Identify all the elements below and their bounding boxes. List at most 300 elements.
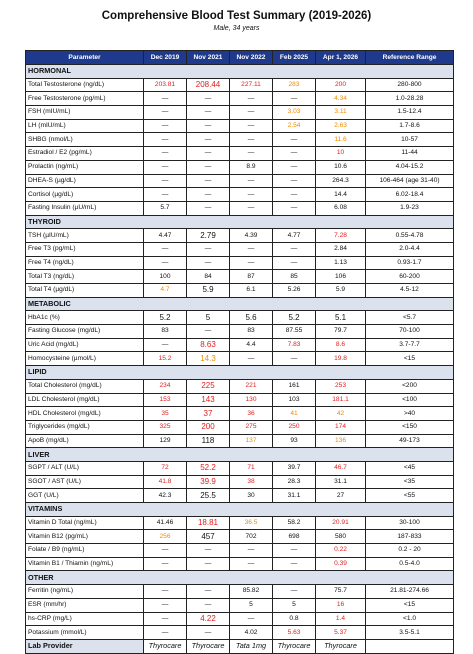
table-row	[26, 188, 454, 202]
value-cell: —	[273, 160, 316, 174]
table-row	[26, 174, 454, 188]
table-row	[26, 434, 454, 448]
value-cell: 256	[144, 530, 187, 544]
value-cell: 2.84	[316, 242, 366, 256]
table-row	[26, 352, 454, 366]
value-cell: 200	[187, 420, 230, 434]
parameter-cell: Ferritin (ng/mL)	[26, 585, 144, 599]
page-subtitle: Male, 34 years	[213, 25, 260, 32]
reference-range-cell: 1.5-12.4	[366, 106, 454, 120]
value-cell: 46.7	[316, 461, 366, 475]
value-cell: 4.77	[273, 229, 316, 243]
value-cell: 457	[187, 530, 230, 544]
table-row	[26, 284, 454, 298]
table-row	[26, 160, 454, 174]
value-cell: 2.63	[316, 119, 366, 133]
value-cell: 5.9	[316, 284, 366, 298]
value-cell: 3.11	[316, 106, 366, 120]
parameter-cell: SHBG (nmol/L)	[26, 133, 144, 147]
value-cell: 7.28	[316, 229, 366, 243]
reference-range-cell: 10-57	[366, 133, 454, 147]
reference-range-cell: 70-100	[366, 325, 454, 339]
value-cell: 0.39	[316, 557, 366, 571]
header-row	[26, 51, 454, 65]
value-cell: —	[187, 201, 230, 215]
table-row	[26, 530, 454, 544]
value-cell: —	[230, 133, 273, 147]
reference-range-cell: 187-833	[366, 530, 454, 544]
value-cell: 4.34	[316, 92, 366, 106]
value-cell: —	[273, 133, 316, 147]
parameter-cell: Cortisol (µg/dL)	[26, 188, 144, 202]
table-row	[26, 147, 454, 161]
table-row	[26, 311, 454, 325]
value-cell: 28.3	[273, 475, 316, 489]
table-row	[26, 544, 454, 558]
reference-range-cell: 11-44	[366, 147, 454, 161]
value-cell: —	[230, 174, 273, 188]
reference-range-cell: 21.81-274.66	[366, 585, 454, 599]
parameter-cell: HDL Cholesterol (mg/dL)	[26, 407, 144, 421]
parameter-cell: GGT (U/L)	[26, 489, 144, 503]
value-cell: 698	[273, 530, 316, 544]
section-title: THYROID	[26, 215, 454, 229]
value-cell: 38	[230, 475, 273, 489]
parameter-cell: Total Cholesterol (mg/dL)	[26, 379, 144, 393]
value-cell: 1.13	[316, 256, 366, 270]
reference-range-cell: 0.5-4.0	[366, 557, 454, 571]
value-cell: 79.7	[316, 325, 366, 339]
table-row	[26, 475, 454, 489]
reference-range-cell: <100	[366, 393, 454, 407]
value-cell: 37	[187, 407, 230, 421]
table-row	[26, 229, 454, 243]
value-cell: 87	[230, 270, 273, 284]
lab-provider-label: Lab Provider	[26, 639, 144, 653]
value-cell: 181.1	[316, 393, 366, 407]
value-cell: —	[230, 188, 273, 202]
value-cell: —	[144, 133, 187, 147]
reference-range-cell: <45	[366, 461, 454, 475]
value-cell: 143	[187, 393, 230, 407]
value-cell: —	[144, 188, 187, 202]
value-cell: —	[187, 256, 230, 270]
parameter-cell: DHEA-S (µg/dL)	[26, 174, 144, 188]
section-header-row	[26, 448, 454, 462]
results-body	[26, 65, 454, 654]
value-cell: 20.91	[316, 516, 366, 530]
table-row	[26, 106, 454, 120]
value-cell: 5.9	[187, 284, 230, 298]
value-cell: 221	[230, 379, 273, 393]
table-row	[26, 612, 454, 626]
parameter-cell: TSH (µIU/mL)	[26, 229, 144, 243]
header-dec-2019: Dec 2019	[144, 51, 187, 65]
value-cell: 5.2	[144, 311, 187, 325]
parameter-cell: SGOT / AST (U/L)	[26, 475, 144, 489]
parameter-cell: LH (mIU/mL)	[26, 119, 144, 133]
parameter-cell: Total T4 (µg/dL)	[26, 284, 144, 298]
value-cell: 2.79	[187, 229, 230, 243]
value-cell: —	[230, 352, 273, 366]
value-cell: 129	[144, 434, 187, 448]
value-cell: 41	[273, 407, 316, 421]
reference-range-cell: 3.7-7.7	[366, 338, 454, 352]
value-cell: —	[144, 106, 187, 120]
value-cell: 84	[187, 270, 230, 284]
value-cell: 42	[316, 407, 366, 421]
value-cell: 5.1	[316, 311, 366, 325]
table-row	[26, 379, 454, 393]
value-cell: —	[187, 188, 230, 202]
value-cell: —	[144, 160, 187, 174]
value-cell: 130	[230, 393, 273, 407]
value-cell: —	[144, 585, 187, 599]
value-cell: —	[273, 352, 316, 366]
value-cell: 8.6	[316, 338, 366, 352]
reference-range-cell: <15	[366, 352, 454, 366]
value-cell: 25.5	[187, 489, 230, 503]
value-cell: 2.54	[273, 119, 316, 133]
value-cell: 6.1	[230, 284, 273, 298]
value-cell: 225	[187, 379, 230, 393]
value-cell: —	[187, 544, 230, 558]
value-cell: —	[273, 557, 316, 571]
table-row	[26, 270, 454, 284]
lab-provider-value	[366, 639, 454, 653]
table-row	[26, 557, 454, 571]
value-cell: —	[144, 338, 187, 352]
reference-range-cell: 4.5-12	[366, 284, 454, 298]
value-cell: 227.11	[230, 78, 273, 92]
value-cell: 106	[316, 270, 366, 284]
value-cell: —	[187, 119, 230, 133]
value-cell: 41.8	[144, 475, 187, 489]
value-cell: —	[187, 598, 230, 612]
table-row	[26, 598, 454, 612]
value-cell: 75.7	[316, 585, 366, 599]
table-row	[26, 92, 454, 106]
value-cell: 18.81	[187, 516, 230, 530]
value-cell: 72	[144, 461, 187, 475]
value-cell: 264.3	[316, 174, 366, 188]
lab-provider-value: Thyrocare	[144, 639, 187, 653]
parameter-cell: Vitamin B12 (pg/mL)	[26, 530, 144, 544]
value-cell: —	[187, 160, 230, 174]
parameter-cell: Vitamin D Total (ng/mL)	[26, 516, 144, 530]
reference-range-cell: 0.2 - 20	[366, 544, 454, 558]
parameter-cell: Free T4 (ng/dL)	[26, 256, 144, 270]
page-title: Comprehensive Blood Test Summary (2019-2026)	[101, 10, 372, 22]
value-cell: 71	[230, 461, 273, 475]
value-cell: 283	[273, 78, 316, 92]
value-cell: 85	[273, 270, 316, 284]
value-cell: —	[187, 174, 230, 188]
value-cell: —	[144, 119, 187, 133]
lab-provider-value: Tata 1mg	[230, 639, 273, 653]
value-cell: 174	[316, 420, 366, 434]
value-cell: —	[187, 626, 230, 640]
table-row	[26, 242, 454, 256]
parameter-cell: Triglycerides (mg/dL)	[26, 420, 144, 434]
value-cell: 4.47	[144, 229, 187, 243]
value-cell: —	[273, 585, 316, 599]
value-cell: —	[230, 201, 273, 215]
section-title: OTHER	[26, 571, 454, 585]
value-cell: 8.9	[230, 160, 273, 174]
reference-range-cell: 1.9-23	[366, 201, 454, 215]
value-cell: —	[144, 544, 187, 558]
section-title: METABOLIC	[26, 297, 454, 311]
value-cell: —	[187, 147, 230, 161]
reference-range-cell: <35	[366, 475, 454, 489]
section-header-row	[26, 571, 454, 585]
value-cell: 200	[316, 78, 366, 92]
lab-provider-value: Thyrocare	[273, 639, 316, 653]
value-cell: 58.2	[273, 516, 316, 530]
table-row	[26, 407, 454, 421]
table-row	[26, 585, 454, 599]
value-cell: 39.7	[273, 461, 316, 475]
value-cell: 580	[316, 530, 366, 544]
value-cell: 5.63	[273, 626, 316, 640]
header-nov-2021: Nov 2021	[187, 51, 230, 65]
value-cell: —	[273, 201, 316, 215]
value-cell: —	[144, 147, 187, 161]
table-row	[26, 393, 454, 407]
value-cell: 234	[144, 379, 187, 393]
header-parameter: Parameter	[26, 51, 144, 65]
value-cell: —	[144, 256, 187, 270]
table-row	[26, 201, 454, 215]
reference-range-cell: 49-173	[366, 434, 454, 448]
value-cell: 5.6	[230, 311, 273, 325]
parameter-cell: Estradiol / E2 (pg/mL)	[26, 147, 144, 161]
value-cell: —	[273, 174, 316, 188]
value-cell: 5.26	[273, 284, 316, 298]
value-cell: —	[230, 612, 273, 626]
parameter-cell: Vitamin B1 / Thiamin (ng/mL)	[26, 557, 144, 571]
reference-range-cell: >40	[366, 407, 454, 421]
reference-range-cell: 106-464 (age 31-40)	[366, 174, 454, 188]
value-cell: 5	[230, 598, 273, 612]
table-row	[26, 626, 454, 640]
header-apr-2026: Apr 1, 2026	[316, 51, 366, 65]
value-cell: —	[230, 242, 273, 256]
parameter-cell: ApoB (mg/dL)	[26, 434, 144, 448]
lab-provider-value: Thyrocare	[187, 639, 230, 653]
value-cell: —	[144, 242, 187, 256]
value-cell: 253	[316, 379, 366, 393]
value-cell: 35	[144, 407, 187, 421]
reference-range-cell: 4.04-15.2	[366, 160, 454, 174]
reference-range-cell: 1.0-28.28	[366, 92, 454, 106]
parameter-cell: Free Testosterone (pg/mL)	[26, 92, 144, 106]
value-cell: 85.82	[230, 585, 273, 599]
value-cell: 103	[273, 393, 316, 407]
header-nov-2022: Nov 2022	[230, 51, 273, 65]
reference-range-cell: 1.7-8.6	[366, 119, 454, 133]
reference-range-cell: 0.93-1.7	[366, 256, 454, 270]
reference-range-cell: <150	[366, 420, 454, 434]
table-row	[26, 516, 454, 530]
value-cell: 31.1	[316, 475, 366, 489]
value-cell: 5.37	[316, 626, 366, 640]
value-cell: 208.44	[187, 78, 230, 92]
reference-range-cell: 0.55-4.78	[366, 229, 454, 243]
reference-range-cell: <15	[366, 598, 454, 612]
value-cell: 4.39	[230, 229, 273, 243]
section-title: LIPID	[26, 366, 454, 380]
parameter-cell: Total Testosterone (ng/dL)	[26, 78, 144, 92]
results-table	[25, 50, 454, 654]
table-row	[26, 325, 454, 339]
value-cell: 6.08	[316, 201, 366, 215]
section-header-row	[26, 65, 454, 79]
value-cell: —	[230, 106, 273, 120]
parameter-cell: FSH (mIU/mL)	[26, 106, 144, 120]
value-cell: —	[230, 92, 273, 106]
table-row	[26, 489, 454, 503]
table-row	[26, 461, 454, 475]
value-cell: —	[144, 612, 187, 626]
value-cell: 42.3	[144, 489, 187, 503]
value-cell: 10	[316, 147, 366, 161]
lab-provider-value: Thyrocare	[316, 639, 366, 653]
reference-range-cell: 60-200	[366, 270, 454, 284]
parameter-cell: Prolactin (ng/mL)	[26, 160, 144, 174]
reference-range-cell: <5.7	[366, 311, 454, 325]
value-cell: 4.7	[144, 284, 187, 298]
value-cell: 4.22	[187, 612, 230, 626]
reference-range-cell: <1.0	[366, 612, 454, 626]
table-row	[26, 133, 454, 147]
parameter-cell: ESR (mm/hr)	[26, 598, 144, 612]
value-cell: —	[187, 92, 230, 106]
value-cell: —	[144, 626, 187, 640]
lab-provider-row	[26, 639, 454, 653]
value-cell: —	[273, 242, 316, 256]
value-cell: 93	[273, 434, 316, 448]
value-cell: 5.2	[273, 311, 316, 325]
value-cell: 137	[230, 434, 273, 448]
value-cell: —	[230, 544, 273, 558]
value-cell: —	[230, 557, 273, 571]
parameter-cell: hs-CRP (mg/L)	[26, 612, 144, 626]
value-cell: 161	[273, 379, 316, 393]
value-cell: 4.02	[230, 626, 273, 640]
section-header-row	[26, 297, 454, 311]
value-cell: 41.46	[144, 516, 187, 530]
value-cell: 203.81	[144, 78, 187, 92]
value-cell: —	[187, 325, 230, 339]
value-cell: —	[273, 147, 316, 161]
value-cell: 0.8	[273, 612, 316, 626]
section-title: HORMONAL	[26, 65, 454, 79]
value-cell: —	[273, 188, 316, 202]
value-cell: 83	[230, 325, 273, 339]
parameter-cell: HbA1c (%)	[26, 311, 144, 325]
value-cell: 4.4	[230, 338, 273, 352]
value-cell: 275	[230, 420, 273, 434]
value-cell: 19.8	[316, 352, 366, 366]
value-cell: 11.6	[316, 133, 366, 147]
value-cell: 52.2	[187, 461, 230, 475]
value-cell: —	[187, 133, 230, 147]
value-cell: —	[187, 585, 230, 599]
reference-range-cell: 6.02-18.4	[366, 188, 454, 202]
parameter-cell: Free T3 (pg/mL)	[26, 242, 144, 256]
reference-range-cell: 30-100	[366, 516, 454, 530]
value-cell: 36	[230, 407, 273, 421]
value-cell: —	[144, 557, 187, 571]
parameter-cell: Uric Acid (mg/dL)	[26, 338, 144, 352]
value-cell: —	[187, 106, 230, 120]
section-header-row	[26, 503, 454, 517]
value-cell: 14.4	[316, 188, 366, 202]
value-cell: —	[187, 242, 230, 256]
parameter-cell: Fasting Glucose (mg/dL)	[26, 325, 144, 339]
parameter-cell: Fasting Insulin (µU/mL)	[26, 201, 144, 215]
header-feb-2025: Feb 2025	[273, 51, 316, 65]
value-cell: 27	[316, 489, 366, 503]
value-cell: 36.5	[230, 516, 273, 530]
value-cell: 100	[144, 270, 187, 284]
table-row	[26, 420, 454, 434]
value-cell: 3.03	[273, 106, 316, 120]
value-cell: 5	[273, 598, 316, 612]
table-row	[26, 78, 454, 92]
value-cell: 5.7	[144, 201, 187, 215]
section-header-row	[26, 215, 454, 229]
value-cell: 1.4	[316, 612, 366, 626]
parameter-cell: SGPT / ALT (U/L)	[26, 461, 144, 475]
value-cell: 325	[144, 420, 187, 434]
value-cell: —	[273, 256, 316, 270]
section-title: VITAMINS	[26, 503, 454, 517]
value-cell: 8.63	[187, 338, 230, 352]
value-cell: 10.6	[316, 160, 366, 174]
value-cell: 31.1	[273, 489, 316, 503]
value-cell: —	[230, 256, 273, 270]
parameter-cell: Homocysteine (µmol/L)	[26, 352, 144, 366]
value-cell: —	[187, 557, 230, 571]
reference-range-cell: 2.0-4.4	[366, 242, 454, 256]
value-cell: 14.3	[187, 352, 230, 366]
reference-range-cell: <55	[366, 489, 454, 503]
reference-range-cell: 3.5-5.1	[366, 626, 454, 640]
parameter-cell: Folate / B9 (ng/mL)	[26, 544, 144, 558]
value-cell: —	[273, 544, 316, 558]
reference-range-cell: <200	[366, 379, 454, 393]
value-cell: 30	[230, 489, 273, 503]
value-cell: 7.83	[273, 338, 316, 352]
value-cell: 250	[273, 420, 316, 434]
header-reference-range: Reference Range	[366, 51, 454, 65]
value-cell: —	[144, 598, 187, 612]
value-cell: 83	[144, 325, 187, 339]
parameter-cell: LDL Cholesterol (mg/dL)	[26, 393, 144, 407]
table-row	[26, 256, 454, 270]
value-cell: 153	[144, 393, 187, 407]
parameter-cell: Total T3 (ng/dL)	[26, 270, 144, 284]
value-cell: 16	[316, 598, 366, 612]
section-title: LIVER	[26, 448, 454, 462]
value-cell: 118	[187, 434, 230, 448]
value-cell: 87.55	[273, 325, 316, 339]
value-cell: —	[230, 147, 273, 161]
value-cell: 5	[187, 311, 230, 325]
